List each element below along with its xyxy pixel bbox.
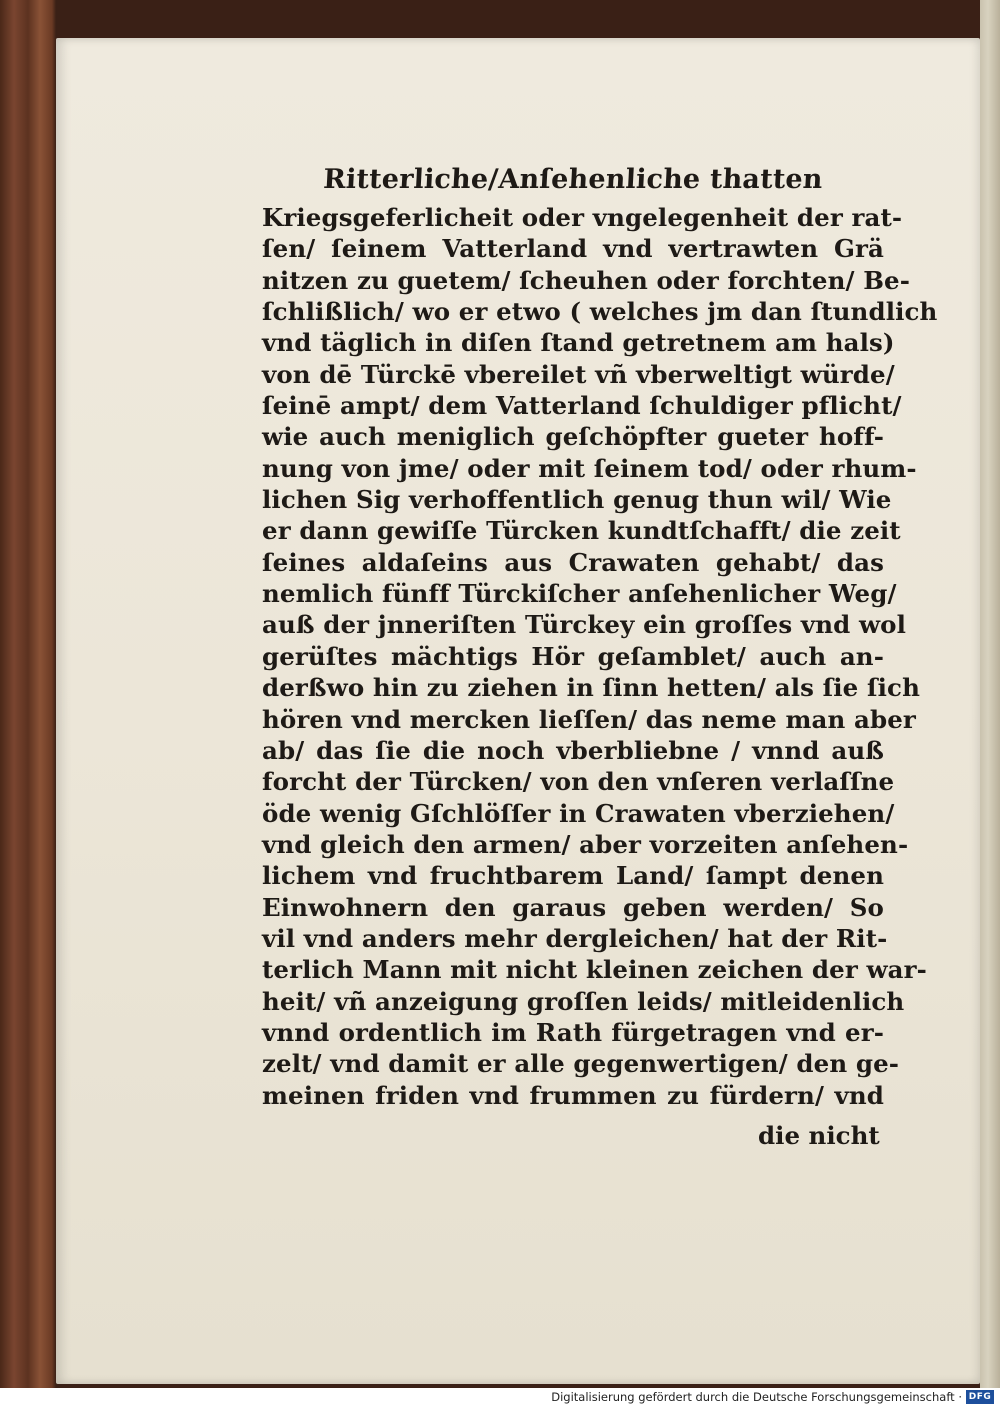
text-line: Einwohnern den garaus geben werden/ So (262, 892, 884, 922)
text-line: wie auch meniglich geſchöpfter gueter hoff- (262, 422, 884, 452)
funding-notice: Digitalisierung gefördert durch die Deutsche Forschungsgemeinschaft · (551, 1390, 962, 1404)
running-head: Ritterliche/Anſehenliche thatten (322, 164, 824, 195)
text-line: vnd täglich in diſen ſtand getretnem am hals) (262, 328, 895, 358)
text-line: zelt/ vnd damit er alle gegenwertigen/ den ge- (262, 1049, 900, 1079)
text-line: ab/ das ſie die noch vberbliebne / vnnd auß (262, 735, 884, 765)
text-line: lichen Sig verhoffentlich genug thun wil/ Wie (262, 485, 892, 515)
dfg-logo-icon: DFG (966, 1390, 994, 1404)
text-line: von dē Türckē vbereilet vñ vberweltigt würde/ (262, 359, 895, 389)
text-line: nemlich fünff Türckiſcher anſehenlicher Weg/ (262, 579, 897, 609)
text-line: forcht der Türcken/ von den vnſeren verlaſſne (262, 767, 895, 797)
text-line: heit/ vñ anzeigung groſſen leids/ mitleidenlich (262, 986, 905, 1016)
text-line: ſeinē ampt/ dem Vatterland ſchuldiger pflicht/ (262, 391, 902, 421)
text-line: ſeines aldaſeins aus Crawaten gehabt/ das (262, 547, 884, 577)
text-line: nitzen zu guetem/ ſcheuhen oder forchten/ Be- (262, 265, 910, 295)
text-line: vnd gleich den armen/ aber vorzeiten anſehen- (262, 829, 909, 859)
text-line: vnnd ordentlich im Rath fürgetragen vnd er- (262, 1017, 884, 1047)
text-line: ſen/ ſeinem Vatterland vnd vertrawten Grä (262, 234, 884, 264)
text-line: er dann gewiſſe Türcken kundtſchafft/ die zeit (262, 516, 901, 546)
body-text (262, 202, 938, 1111)
text-line: terlich Mann mit nicht kleinen zeichen der war- (262, 955, 927, 985)
text-line: vil vnd anders mehr dergleichen/ hat der Rit- (262, 923, 888, 953)
text-line: derßwo hin zu ziehen in ſinn hetten/ als ſie ſich (262, 673, 920, 703)
text-line: ſchlißlich/ wo er etwo ( welches jm dan ſtundlich (262, 297, 938, 327)
footer-bar (0, 1388, 1000, 1406)
catchword: die nicht (758, 1121, 880, 1150)
text-line: lichem vnd fruchtbarem Land/ ſampt denen (262, 861, 884, 891)
text-line: hören vnd mercken lieſſen/ das neme man aber (262, 704, 916, 734)
text-line: öde wenig Gſchlöſſer in Crawaten vberziehen/ (262, 798, 895, 828)
text-line: gerüſtes mächtigs Hör geſamblet/ auch an- (262, 641, 884, 671)
page-edge (980, 0, 1000, 1388)
text-block (262, 160, 938, 1111)
text-line: nung von jme/ oder mit ſeinem tod/ oder rhum- (262, 453, 917, 483)
text-line: auß der jnneriſten Türckey ein groſſes vnd wol (262, 610, 907, 640)
text-line: Kriegsgeferlicheit oder vngelegenheit der rat- (262, 203, 903, 232)
text-line: meinen friden vnd frummen zu fürdern/ vnd (262, 1080, 884, 1110)
